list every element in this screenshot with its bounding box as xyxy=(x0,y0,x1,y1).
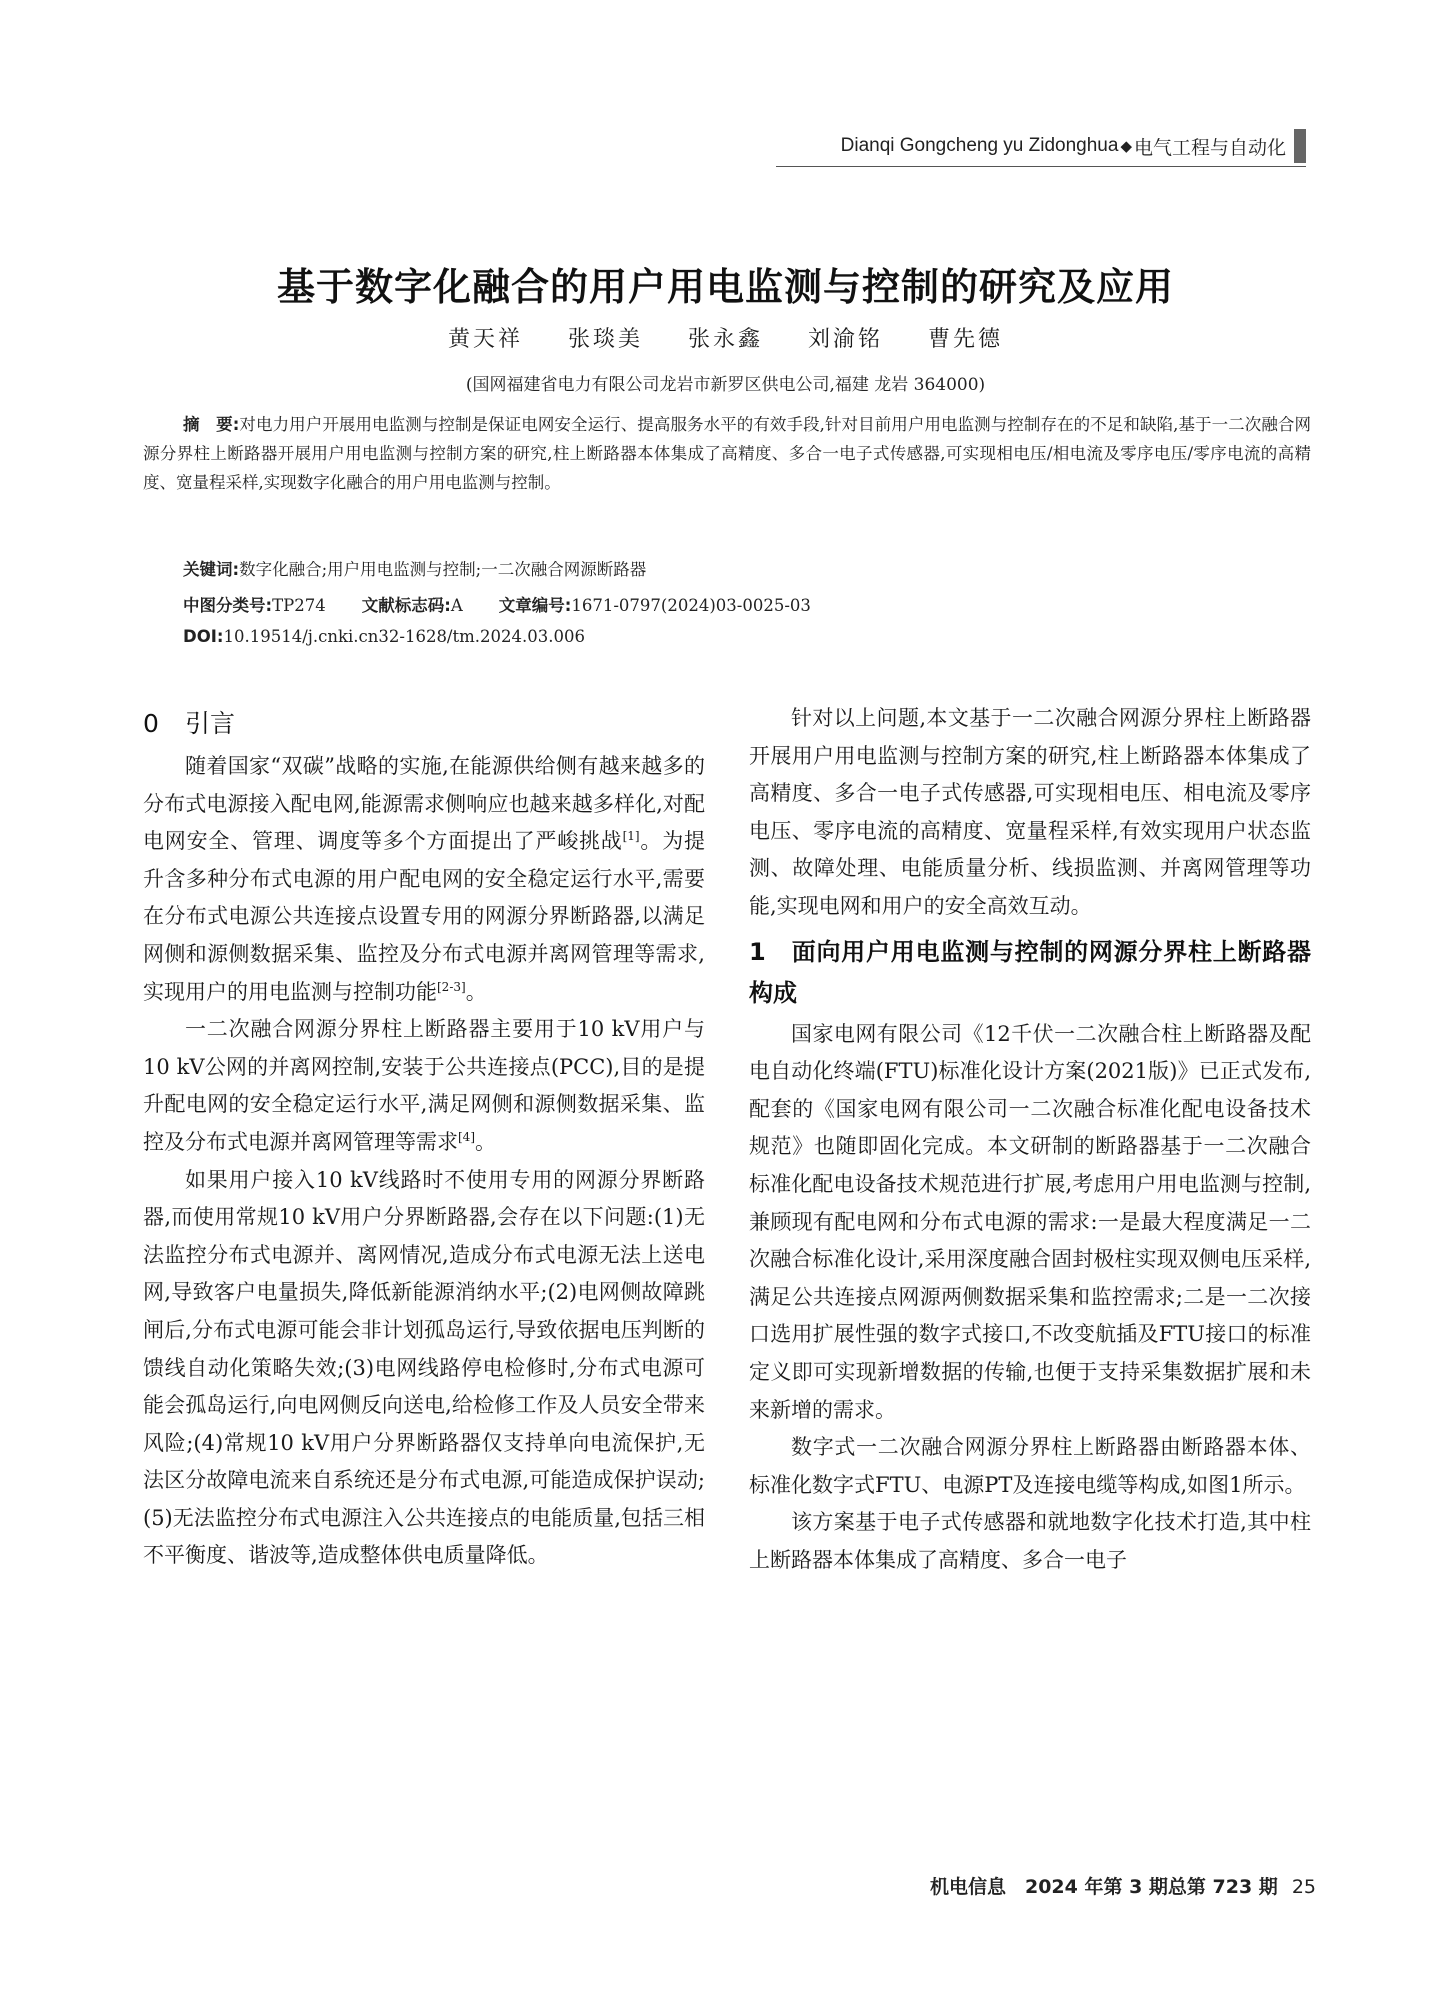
clc-value: TP274 xyxy=(272,596,326,615)
diamond-separator-icon: ◆ xyxy=(1120,138,1132,155)
author: 张琰美 xyxy=(567,327,643,352)
citation: [1] xyxy=(622,829,640,844)
left-column xyxy=(143,700,705,1575)
author: 曹先德 xyxy=(928,327,1004,352)
doi-label: DOI: xyxy=(183,627,224,646)
affiliation: (国网福建省电力有限公司龙岩市新罗区供电公司,福建 龙岩 364000) xyxy=(465,375,986,395)
keywords xyxy=(183,556,1311,580)
section-heading-introduction xyxy=(143,704,705,744)
doc-code-label: 文献标志码: xyxy=(361,596,451,615)
doc-code-value: A xyxy=(450,596,463,615)
section-heading-1 xyxy=(749,932,1311,1014)
journal-pinyin: Dianqi Gongcheng yu Zidonghua xyxy=(840,135,1119,156)
citation: [2-3] xyxy=(437,979,466,994)
abstract-label: 摘 要: xyxy=(183,415,240,434)
doi-line xyxy=(183,627,1311,646)
section-number: 1 xyxy=(749,937,766,966)
journal-name: 电气工程与自动化 xyxy=(1133,137,1286,159)
classification-line xyxy=(183,592,1311,616)
paper-title: 基于数字化融合的用户用电监测与控制的研究及应用 xyxy=(276,265,1174,309)
running-header xyxy=(776,126,1306,167)
article-number-label: 文章编号: xyxy=(498,596,572,615)
keywords-text: 数字化融合;用户用电监测与控制;一二次融合网源断路器 xyxy=(239,560,647,579)
section-title: 引言 xyxy=(185,709,236,738)
author-list xyxy=(0,322,1451,353)
paragraph: 国家电网有限公司《12千伏一二次融合柱上断路器及配电自动化终端(FTU)标准化设计方案(2021版)》已正式发布,配套的《国家电网有限公司一二次融合标准化配电设备技术规范》也随即固化完成。本文研制的断路器基于一二次融合标准化配电设备技术规范进行扩展,考虑用户用电监测与控制,兼顾现有配电网和分布式电源的需求:一是最大程度满足一二次融合标准化设计,采用深度融合固封极柱实现双侧电压采样,满足公共连接点网源两侧数据采集和监控需求;二是一二次接口选用扩展性强的数字式接口,不改变航插及FTU接口的标准定义即可实现新增数据的传输,也便于支持采集数据扩展和未来新增的需求。 xyxy=(749,1021,1311,1422)
paragraph: 随着国家“双碳”战略的实施,在能源供给侧有越来越多的分布式电源接入配电网,能源需求侧响应也越来越多样化,对配电网安全、管理、调度等多个方面提出了严峻挑战[1]。为提升含多种分布式电源的用户配电网的安全稳定运行水平,需要在分布式电源公共连接点设置专用的网源分界断路器,以满足网侧和源侧数据采集、监控及分布式电源并离网管理等需求,实现用户的用电监测与控制功能[2-3]。 xyxy=(143,754,706,1004)
abstract xyxy=(143,410,1311,497)
author: 黄天祥 xyxy=(447,327,523,352)
doi-value: 10.19514/j.cnki.cn32-1628/tm.2024.03.006 xyxy=(223,627,585,646)
citation: [4] xyxy=(458,1129,475,1144)
page-number: 25 xyxy=(1291,1876,1316,1898)
clc-label: 中图分类号: xyxy=(183,596,273,615)
section-number: 0 xyxy=(143,709,159,738)
paragraph: 如果用户接入10 kV线路时不使用专用的网源分界断路器,而使用常规10 kV用户分界断路器,会存在以下问题:(1)无法监控分布式电源并、离网情况,造成分布式电源无法上送电网,导致客户电量损失,降低新能源消纳水平;(2)电网侧故障跳闸后,分布式电源可能会非计划孤岛运行,导致依据电压判断的馈线自动化策略失效;(3)电网线路停电检修时,分布式电源可能会孤岛运行,向电网侧反向送电,给检修工作及人员安全带来风险;(4)常规10 kV用户分界断路器仅支持单向电流保护,无法区分故障电流来自系统还是分布式电源,可能造成保护误动;(5)无法监控分布式电源注入公共连接点的电能质量,包括三相不平衡度、谐波等,造成整体供电质量降低。 xyxy=(143,1167,705,1568)
page-footer xyxy=(880,1872,1316,1899)
right-column xyxy=(749,700,1311,1579)
article-number-value: 1671-0797(2024)03-0025-03 xyxy=(571,596,811,615)
author: 张永鑫 xyxy=(687,327,763,352)
paragraph: 数字式一二次融合网源分界柱上断路器由断路器本体、标准化数字式FTU、电源PT及连接电缆等构成,如图1所示。 xyxy=(749,1435,1311,1497)
paragraph: 一二次融合网源分界柱上断路器主要用于10 kV用户与10 kV公网的并离网控制,安装于公共连接点(PCC),目的是提升配电网的安全稳定运行水平,满足网侧和源侧数据采集、监控及分布式电源并离网管理等需求[4]。 xyxy=(143,1017,705,1154)
paragraph: 针对以上问题,本文基于一二次融合网源分界柱上断路器开展用户用电监测与控制方案的研究,柱上断路器本体集成了高精度、多合一电子式传感器,可实现相电压、相电流及零序电压、零序电流的高精度、宽量程采样,有效实现用户状态监测、故障处理、电能质量分析、线损监测、并离网管理等功能,实现电网和用户的安全高效互动。 xyxy=(749,706,1311,918)
paragraph: 该方案基于电子式传感器和就地数字化技术打造,其中柱上断路器本体集成了高精度、多合一电子 xyxy=(749,1510,1311,1572)
keywords-label: 关键词: xyxy=(183,560,240,579)
section-title: 面向用户用电监测与控制的网源分界柱上断路器构成 xyxy=(749,937,1311,1007)
author: 刘渝铭 xyxy=(808,327,884,352)
footer-issue: 机电信息 2024 年第 3 期总第 723 期 xyxy=(929,1876,1278,1898)
header-bar xyxy=(1294,129,1306,163)
abstract-text: 对电力用户开展用电监测与控制是保证电网安全运行、提高服务水平的有效手段,针对目前用户用电监测与控制存在的不足和缺陷,基于一二次融合网源分界柱上断路器开展用户用电监测与控制方案的研究,柱上断路器本体集成了高精度、多合一电子式传感器,可实现相电压/相电流及零序电压/零序电流的高精度、宽量程采样,实现数字化融合的用户用电监测与控制。 xyxy=(143,415,1311,492)
